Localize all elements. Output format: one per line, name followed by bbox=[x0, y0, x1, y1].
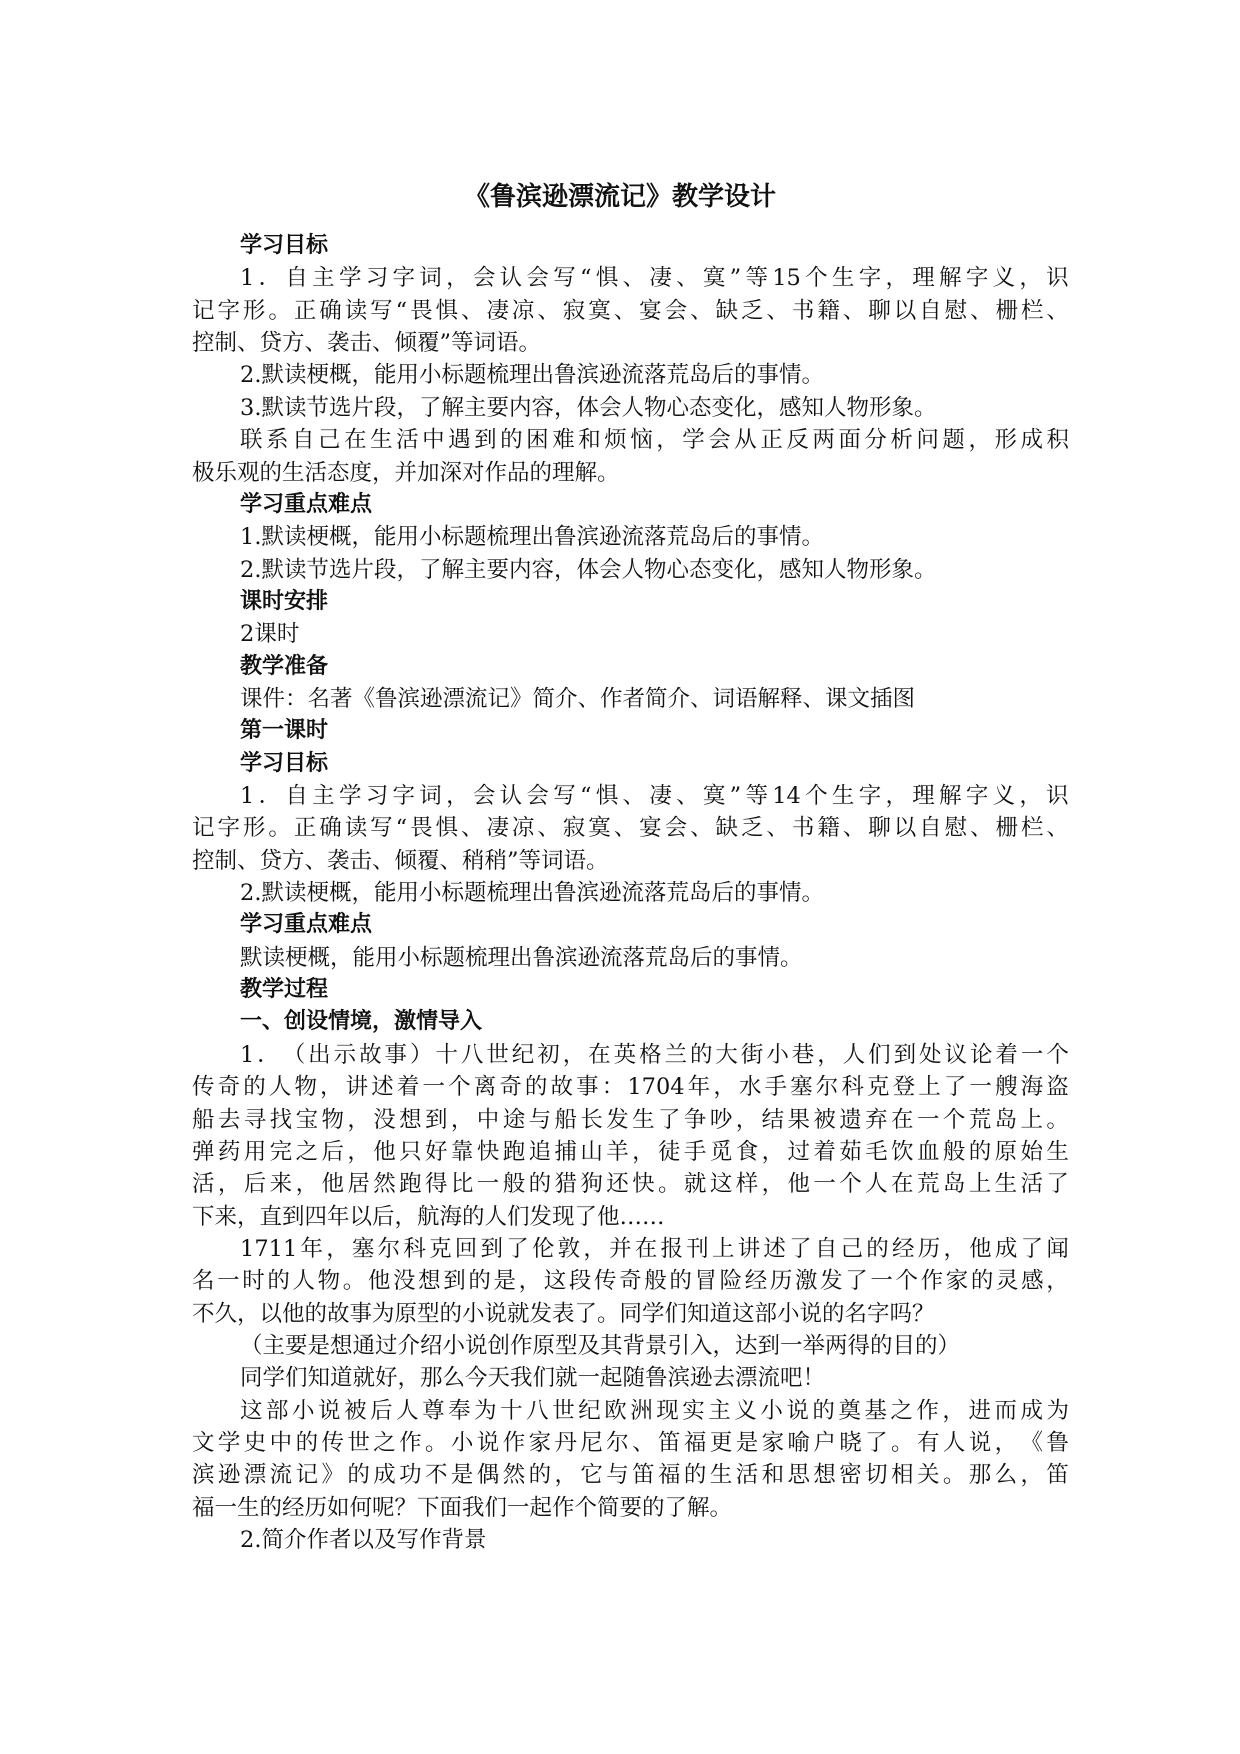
document-title: 《鲁滨逊漂流记》教学设计 bbox=[463, 182, 776, 212]
section-heading: 第一课时 bbox=[240, 718, 329, 744]
body-line: 1 ． 自 主 学 习 字 词 ， 会 认 会 写 “ 惧 、 凄 、 寞 ” 等 14 个 生 字 ， 理 解 字 义 ， 识 bbox=[240, 783, 1069, 809]
body-line: 滨 逊 漂 流 记 》 的 成 功 不 是 偶 然 的 ， 它 与 笛 福 的 生 活 和 思 想 密 切 相 关 。 那 么 ， 笛 bbox=[192, 1462, 1069, 1489]
section-heading: 学习重点难点 bbox=[240, 491, 373, 517]
body-line: 2.默读梗概，能用小标题梳理出鲁滨逊流落荒岛后的事情。 bbox=[240, 362, 824, 389]
body-line: 默读梗概，能用小标题梳理出鲁滨逊流落荒岛后的事情。 bbox=[240, 944, 803, 971]
section-heading: 课时安排 bbox=[240, 588, 329, 614]
body-line: 联 系 自 己 在 生 活 中 遇 到 的 困 难 和 烦 恼 ， 学 会 从 正 反 两 面 分 析 问 题 ， 形 成 积 bbox=[240, 427, 1069, 454]
body-line: 1 ． （ 出 示 故 事 ） 十 八 世 纪 初 ， 在 英 格 兰 的 大 街 小 巷 ， 人 们 到 处 议 论 着 一 个 bbox=[240, 1041, 1069, 1068]
body-line: 3.默读节选片段，了解主要内容，体会人物心态变化，感知人物形象。 bbox=[240, 394, 937, 421]
section-heading: 一、创设情境，激情导入 bbox=[240, 1009, 483, 1035]
body-line: 下来，直到四年以后，航海的人们发现了他…… bbox=[192, 1203, 665, 1230]
body-line: 2.默读节选片段，了解主要内容，体会人物心态变化，感知人物形象。 bbox=[240, 556, 937, 583]
body-line: 2.默读梗概，能用小标题梳理出鲁滨逊流落荒岛后的事情。 bbox=[240, 880, 824, 906]
body-line: 课件：名著《鲁滨逊漂流记》简介、作者简介、词语解释、课文插图 bbox=[240, 685, 916, 712]
section-heading: 学习目标 bbox=[240, 750, 329, 776]
body-line: 控制、贷方、袭击、倾覆”等词语。 bbox=[192, 330, 542, 357]
section-heading: 教学过程 bbox=[240, 977, 329, 1003]
section-heading: 学习重点难点 bbox=[240, 912, 373, 938]
body-line: 记 字 形 。 正 确 读 写 “ 畏 惧 、 凄 凉 、 寂 寞 、 宴 会 、 缺 乏 、 书 籍 、 聊 以 自 慰 、 栅 栏 、 bbox=[192, 297, 1069, 324]
body-line: 这 部 小 说 被 后 人 尊 奉 为 十 八 世 纪 欧 洲 现 实 主 义 小 说 的 奠 基 之 作 ， 进 而 成 为 bbox=[240, 1397, 1069, 1424]
body-line: 1711 年 ， 塞 尔 科 克 回 到 了 伦 敦 ， 并 在 报 刊 上 讲 述 了 自 己 的 经 历 ， 他 成 了 闻 bbox=[240, 1235, 1069, 1262]
body-line: 不久，以他的故事为原型的小说就发表了。同学们知道这部小说的名字吗？ bbox=[192, 1300, 935, 1327]
body-line: 传 奇 的 人 物 ， 讲 述 着 一 个 离 奇 的 故 事 ： 1704 年 ， 水 手 塞 尔 科 克 登 上 了 一 艘 海 盗 bbox=[192, 1074, 1069, 1101]
body-line: 控制、贷方、袭击、倾覆、稍稍”等词语。 bbox=[192, 847, 609, 874]
section-heading: 学习目标 bbox=[240, 233, 329, 258]
body-line: （主要是想通过介绍小说创作原型及其背景引入，达到一举两得的目的） bbox=[240, 1332, 961, 1359]
body-line: 船 去 寻 找 宝 物 ， 没 想 到 ， 中 途 与 船 长 发 生 了 争 吵 ， 结 果 被 遗 弃 在 一 个 荒 岛 上 。 bbox=[192, 1106, 1069, 1133]
body-line: 2.简介作者以及写作背景 bbox=[240, 1527, 487, 1553]
body-line: 文 学 史 中 的 传 世 之 作 。 小 说 作 家 丹 尼 尔 、 笛 福 更 是 家 喻 户 晓 了 。 有 人 说 ， 《 鲁 bbox=[192, 1430, 1069, 1456]
body-line: 1.默读梗概，能用小标题梳理出鲁滨逊流落荒岛后的事情。 bbox=[240, 524, 824, 551]
body-line: 2课时 bbox=[240, 621, 300, 648]
body-line: 福一生的经历如何呢？下面我们一起作个简要的了解。 bbox=[192, 1494, 733, 1521]
section-heading: 教学准备 bbox=[240, 653, 329, 679]
body-line: 活 ， 后 来 ， 他 居 然 跑 得 比 一 般 的 猎 狗 还 快 。 就 这 样 ， 他 一 个 人 在 荒 岛 上 生 活 了 bbox=[192, 1171, 1069, 1198]
body-line: 1 ． 自 主 学 习 字 词 ， 会 认 会 写 “ 惧 、 凄 、 寞 ” 等 15 个 生 字 ， 理 解 字 义 ， 识 bbox=[240, 265, 1069, 292]
body-line: 弹 药 用 完 之 后 ， 他 只 好 靠 快 跑 追 捕 山 羊 ， 徒 手 觅 食 ， 过 着 茹 毛 饮 血 般 的 原 始 生 bbox=[192, 1138, 1069, 1165]
body-line: 极乐观的生活态度，并加深对作品的理解。 bbox=[192, 459, 620, 486]
body-line: 记 字 形 。 正 确 读 写 “ 畏 惧 、 凄 凉 、 寂 寞 、 宴 会 、 缺 乏 、 书 籍 、 聊 以 自 慰 、 栅 栏 、 bbox=[192, 815, 1069, 842]
body-line: 名 一 时 的 人 物 。 他 没 想 到 的 是 ， 这 段 传 奇 般 的 冒 险 经 历 激 发 了 一 个 作 家 的 灵 感 ， bbox=[192, 1268, 1069, 1295]
body-line: 同学们知道就好，那么今天我们就一起随鲁滨逊去漂流吧！ bbox=[240, 1365, 826, 1392]
